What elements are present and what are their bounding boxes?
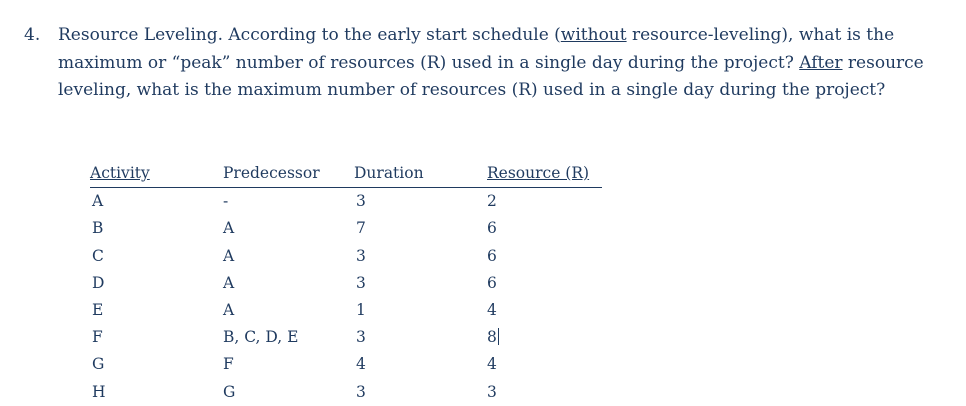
- text-cursor: [498, 328, 499, 345]
- predecessor-cell: G: [223, 382, 236, 401]
- duration-cell: 3: [356, 246, 366, 265]
- resource-cell: 6: [487, 273, 497, 292]
- predecessor-cell: A: [223, 273, 235, 292]
- question-block: [24, 22, 944, 105]
- resource-cell: 2: [487, 192, 497, 211]
- predecessor-cell: -: [223, 192, 229, 211]
- table-row: [90, 270, 602, 297]
- duration-cell: 1: [356, 300, 366, 319]
- table-row: [90, 188, 602, 215]
- duration-cell: 7: [356, 219, 366, 238]
- predecessor-cell: B, C, D, E: [223, 328, 299, 347]
- question-number: 4.: [24, 25, 41, 45]
- table-row: [90, 351, 602, 378]
- header-duration: Duration: [354, 164, 424, 182]
- activity-cell: E: [92, 300, 104, 319]
- resource-cell: 4: [487, 355, 497, 374]
- activity-cell: C: [92, 246, 104, 265]
- question-text-part: resource-leveling), what is the maximum or “peak” number of resources (R) used in a single day during the project?: [58, 25, 895, 73]
- duration-cell: 4: [356, 355, 366, 374]
- table-body: [90, 188, 602, 406]
- predecessor-cell: A: [223, 219, 235, 238]
- question-emphasis-after: After: [799, 52, 843, 73]
- duration-cell: 3: [356, 328, 366, 347]
- duration-cell: 3: [356, 192, 366, 211]
- duration-cell: 3: [356, 273, 366, 292]
- predecessor-cell: A: [223, 246, 235, 265]
- header-resource: Resource (R): [487, 164, 590, 182]
- question-text-part: resource leveling, what is the maximum number of resources (R) used in a single day during the project?: [58, 52, 924, 100]
- table-row: [90, 379, 602, 406]
- activity-table: [90, 160, 602, 406]
- predecessor-cell: F: [223, 355, 234, 374]
- resource-cell: 4: [487, 300, 497, 319]
- activity-cell: A: [92, 192, 104, 211]
- activity-cell: G: [92, 355, 105, 374]
- header-activity: Activity: [90, 164, 150, 182]
- header-predecessor: Predecessor: [223, 164, 320, 182]
- question-emphasis-without: without: [560, 25, 627, 45]
- resource-cell: 8: [487, 328, 497, 347]
- duration-cell: 3: [356, 382, 366, 401]
- table-row: [90, 243, 602, 270]
- activity-cell: D: [92, 273, 105, 292]
- question-text-part: Resource Leveling. According to the early start schedule (: [58, 25, 561, 45]
- activity-cell: B: [92, 219, 104, 238]
- table-row: [90, 297, 602, 324]
- table-header-row: [90, 160, 602, 188]
- resource-cell: 3: [487, 382, 497, 401]
- activity-cell: F: [92, 328, 103, 347]
- table-row: [90, 215, 602, 242]
- table-row: [90, 324, 602, 351]
- resource-cell: 6: [487, 219, 497, 238]
- question-text: [58, 22, 944, 105]
- activity-cell: H: [92, 382, 106, 401]
- predecessor-cell: A: [223, 300, 235, 319]
- resource-cell: 6: [487, 246, 497, 265]
